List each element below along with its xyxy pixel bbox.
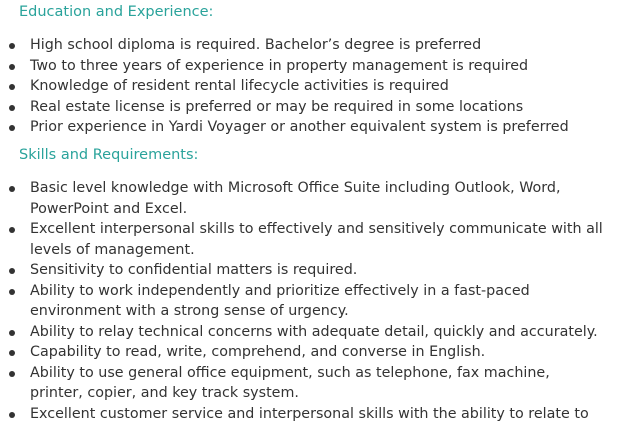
- list-item: Prior experience in Yardi Voyager or another equivalent system is preferred: [0, 117, 624, 138]
- bullet-icon: [9, 84, 15, 90]
- list-item: Sensitivity to confidential matters is required.: [0, 260, 624, 281]
- bullet-icon: [9, 186, 15, 192]
- list-item: Basic level knowledge with Microsoft Office Suite including Outlook, Word, PowerPoint and Excel.: [0, 178, 624, 219]
- bullet-icon: [9, 64, 15, 70]
- list-item: High school diploma is required. Bachelor’s degree is preferred: [0, 35, 624, 56]
- bullet-icon: [9, 227, 15, 233]
- bullet-icon: [9, 289, 15, 295]
- bullet-icon: [9, 125, 15, 131]
- list-item: Excellent customer service and interpersonal skills with the ability to relate to: [0, 404, 624, 425]
- list-item: Ability to use general office equipment, such as telephone, fax machine, printer, copier, and key track system.: [0, 363, 624, 404]
- bullet-icon: [9, 105, 15, 111]
- education-heading: Education and Experience:: [19, 4, 214, 20]
- bullet-icon: [9, 371, 15, 377]
- list-item: Two to three years of experience in property management is required: [0, 56, 624, 77]
- bullet-icon: [9, 330, 15, 336]
- list-item: Knowledge of resident rental lifecycle activities is required: [0, 76, 624, 97]
- list-item: Ability to work independently and prioritize effectively in a fast-paced environment with a strong sense of urgency.: [0, 281, 624, 322]
- bullet-icon: [9, 43, 15, 49]
- list-item: Ability to relay technical concerns with adequate detail, quickly and accurately.: [0, 322, 624, 343]
- skills-list: [0, 178, 624, 424]
- list-item: Capability to read, write, comprehend, and converse in English.: [0, 342, 624, 363]
- list-item: Real estate license is preferred or may be required in some locations: [0, 97, 624, 118]
- skills-heading: Skills and Requirements:: [19, 147, 199, 163]
- bullet-icon: [9, 350, 15, 356]
- list-item: Excellent interpersonal skills to effectively and sensitively communicate with all levels of management.: [0, 219, 624, 260]
- bullet-icon: [9, 268, 15, 274]
- bullet-icon: [9, 412, 15, 418]
- education-list: [0, 35, 624, 138]
